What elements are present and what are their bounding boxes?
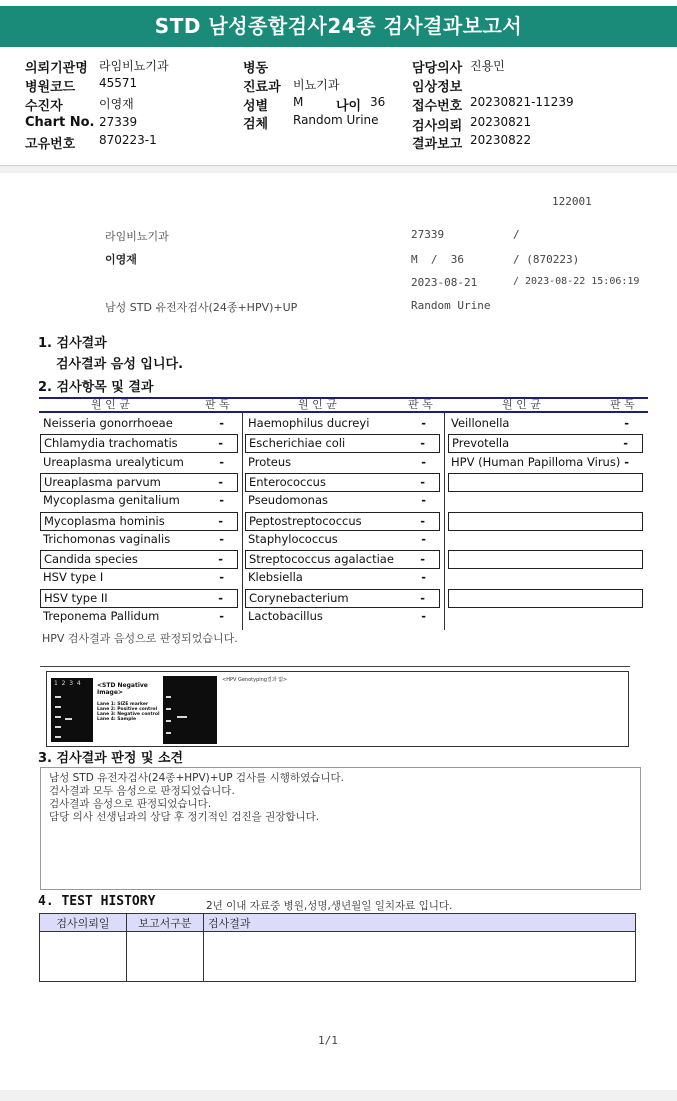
history-col-result: 검사결과 (204, 914, 636, 932)
organism-result: - (218, 552, 223, 567)
specimen-label: 검체 (243, 117, 269, 132)
print-specimen: Random Urine (411, 299, 491, 312)
grid-header-col3 (444, 397, 648, 413)
marker-band (55, 706, 61, 708)
hospital-code-label: 병원코드 (25, 80, 76, 95)
sex-label: 성별 (243, 99, 269, 114)
organism-row (448, 569, 643, 588)
organism-row (448, 531, 643, 550)
section2-heading: 2. 검사항목 및 결과 (38, 380, 154, 395)
unique-value: 870223-1 (99, 133, 157, 147)
organism-result: - (420, 513, 425, 528)
organism-row (40, 569, 238, 588)
organism-row (448, 608, 643, 627)
ward-label: 병동 (243, 61, 269, 76)
organism-row (245, 415, 440, 434)
organism-name: Corynebacterium (249, 590, 349, 605)
organism-result: - (420, 474, 425, 489)
column-divider (242, 413, 243, 630)
organism-row (40, 550, 238, 569)
organism-row (40, 531, 238, 550)
history-note: 2년 이내 자료중 병원,성명,생년월일 일치자료 입니다. (206, 900, 453, 912)
organism-name: Peptostreptococcus (249, 513, 362, 528)
organism-row (40, 434, 238, 453)
clinical-label: 임상정보 (412, 80, 463, 95)
hospital-code-value: 45571 (99, 76, 138, 90)
organism-result: - (421, 454, 426, 469)
header-result: 판 독 (408, 398, 433, 411)
organism-result: - (421, 609, 426, 623)
marker-band (166, 708, 171, 710)
gel-image-panel (46, 671, 629, 747)
organism-name: Pseudomonas (248, 493, 328, 508)
organism-result: - (420, 436, 425, 451)
print-test-name: 남성 STD 유전자검사(24종+HPV)+UP (105, 301, 298, 314)
organism-name: Enterococcus (249, 474, 326, 489)
report-value: 20230822 (470, 133, 532, 147)
gel-legend (95, 678, 161, 742)
organism-name: Prevotella (452, 436, 510, 451)
organism-result: - (219, 570, 224, 585)
finding-line: 남성 STD 유전자검사(24종+HPV)+UP 검사를 시행하였습니다. (49, 772, 345, 784)
organism-row (245, 569, 440, 588)
organism-result: - (219, 454, 224, 469)
organism-name: Lactobacillus (248, 609, 323, 623)
organism-row (448, 589, 643, 608)
dept-label: 진료과 (243, 80, 281, 95)
section1-summary: 검사결과 음성 입니다. (56, 357, 184, 372)
organism-result: - (421, 493, 426, 508)
print-report-datetime: / 2023-08-22 15:06:19 (513, 276, 640, 287)
organism-result: - (219, 609, 224, 623)
marker-band (166, 720, 171, 722)
organism-name: Neisseria gonorrhoeae (43, 416, 173, 430)
report-title: STD 남성종합검사24종 검사결과보고서 (0, 6, 677, 47)
age-value: 36 (370, 95, 386, 109)
organism-result: - (421, 531, 426, 546)
patient-value: 이영재 (99, 97, 134, 111)
organism-row (245, 512, 440, 531)
organism-row (40, 415, 238, 434)
header-organism: 원 인 균 (502, 398, 541, 411)
organism-row (448, 550, 643, 569)
gel-legend-line-4: Lane 4: Sample (97, 717, 137, 722)
history-col-request-date: 검사의뢰일 (40, 914, 127, 932)
section1-heading: 1. 검사결과 (38, 336, 107, 351)
finding-line: 검사결과 음성으로 판정되었습니다. (49, 798, 212, 810)
organism-row (245, 608, 440, 627)
divider-line (40, 666, 630, 667)
reception-value: 20230821-11239 (470, 95, 574, 109)
organism-result: - (624, 416, 629, 430)
organism-name: Escherichiae coli (249, 436, 346, 451)
marker-band (55, 726, 61, 728)
unique-label: 고유번호 (25, 137, 76, 152)
organism-row (40, 608, 238, 627)
finding-line: 검사결과 모두 음성으로 판정되었습니다. (49, 785, 235, 797)
history-header-row (40, 914, 636, 932)
reception-label: 접수번호 (412, 99, 463, 114)
print-request-date: 2023-08-21 (411, 276, 478, 289)
history-cell (127, 932, 204, 982)
organism-result: - (219, 416, 224, 430)
hpv-genotyping-title: <HPV Genotyping결과 없> (222, 677, 288, 683)
history-table (39, 913, 636, 982)
history-cell (204, 932, 636, 982)
grid-header-col1 (39, 397, 242, 413)
organism-row (40, 512, 238, 531)
gel-image-std (51, 678, 93, 742)
print-birth: / (870223) (513, 253, 580, 266)
organism-result: - (218, 590, 223, 605)
request-label: 검사의뢰 (412, 119, 463, 134)
organism-result: - (218, 513, 223, 528)
organism-row (245, 531, 440, 550)
gel-image-hpv (163, 676, 217, 744)
dept-value: 비뇨기과 (293, 78, 340, 92)
organism-result: - (420, 552, 425, 567)
grid-header-col2 (242, 397, 444, 413)
organism-row (245, 473, 440, 492)
organism-row (448, 454, 643, 473)
organism-row (448, 473, 643, 492)
organism-name: Veillonella (451, 416, 510, 430)
history-cell (40, 932, 127, 982)
organism-row (40, 473, 238, 492)
organism-row (40, 492, 238, 511)
marker-band (55, 696, 61, 698)
section4-heading: 4. TEST HISTORY (38, 894, 156, 909)
organism-name: Mycoplasma hominis (44, 513, 165, 528)
organism-row (40, 589, 238, 608)
gel-legend-title: <STD Negative Image> (97, 682, 148, 696)
footer-bar (0, 1090, 677, 1101)
marker-band (166, 732, 171, 734)
organism-name: HSV type II (44, 590, 108, 605)
organism-name: Proteus (248, 454, 292, 469)
organism-result: - (420, 590, 425, 605)
organism-row (448, 512, 643, 531)
institution-label: 의뢰기관명 (25, 61, 88, 76)
specimen-value: Random Urine (293, 113, 379, 127)
organism-name: Streptococcus agalactiae (249, 552, 394, 567)
print-patient: 이영재 (105, 253, 137, 266)
organism-row (448, 434, 643, 453)
gel-legend-line-2: Lane 2: Positive control (97, 707, 158, 712)
print-sex-age: M / 36 (411, 253, 464, 266)
organism-row (40, 454, 238, 473)
header-result: 판 독 (205, 398, 230, 411)
doctor-value: 진용민 (470, 59, 505, 73)
table-row (40, 932, 636, 982)
organism-row (448, 415, 643, 434)
organism-name: Mycoplasma genitalium (43, 493, 180, 508)
organism-result: - (624, 454, 629, 469)
marker-band (55, 716, 61, 718)
organism-result: - (218, 436, 223, 451)
header-organism: 원 인 균 (91, 398, 130, 411)
organism-row (245, 492, 440, 511)
positive-band (65, 718, 72, 720)
organism-result: - (219, 531, 224, 546)
print-institution: 라임비뇨기과 (105, 230, 169, 243)
findings-box (40, 767, 641, 890)
marker-band (166, 696, 171, 698)
doctor-label: 담당의사 (412, 61, 463, 76)
organism-name: HSV type I (43, 570, 104, 585)
gel-legend-line-1: Lane 1: SIZE marker (97, 702, 149, 707)
separator (0, 166, 677, 173)
organism-name: Staphylococcus (248, 531, 338, 546)
age-label: 나이 (336, 99, 362, 114)
print-slash: / (513, 228, 520, 241)
header-result: 판 독 (610, 398, 635, 411)
organism-result: - (623, 436, 628, 451)
positive-band (177, 716, 187, 718)
page-number: 1/1 (318, 1034, 338, 1047)
organism-row (245, 454, 440, 473)
organism-name: Haemophilus ducreyi (248, 416, 370, 430)
gel-lane-numbers: 1 2 3 4 (54, 680, 81, 687)
organism-row (448, 492, 643, 511)
organism-name: Treponema Pallidum (43, 609, 160, 623)
chart-value: 27339 (99, 115, 138, 129)
organism-result: - (218, 474, 223, 489)
organism-result: - (421, 416, 426, 430)
patient-label: 수진자 (25, 99, 63, 114)
column-divider (444, 413, 445, 630)
section3-heading: 3. 검사결과 판정 및 소견 (38, 751, 184, 766)
organism-result: - (219, 493, 224, 508)
organism-name: Klebsiella (248, 570, 303, 585)
organism-row (245, 434, 440, 453)
organism-name: HPV (Human Papilloma Virus) (451, 454, 621, 469)
print-code: 122001 (552, 195, 592, 208)
gel-legend-line-3: Lane 3: Negative control (97, 712, 160, 717)
organism-name: Chlamydia trachomatis (44, 436, 178, 451)
print-chart-no: 27339 (411, 228, 445, 241)
header-info (0, 49, 677, 166)
organism-name: Candida species (44, 552, 138, 567)
organism-row (245, 550, 440, 569)
request-value: 20230821 (470, 115, 532, 129)
organism-name: Ureaplasma parvum (44, 474, 161, 489)
organism-name: Ureaplasma urealyticum (43, 454, 184, 469)
report-label: 결과보고 (412, 137, 463, 152)
hpv-note: HPV 검사결과 음성으로 판정되었습니다. (42, 632, 238, 645)
organism-name: Trichomonas vaginalis (43, 531, 171, 546)
header-organism: 원 인 균 (298, 398, 337, 411)
sex-value: M (293, 95, 304, 109)
organism-row (245, 589, 440, 608)
chart-label: Chart No. (25, 115, 95, 130)
organism-result: - (421, 570, 426, 585)
institution-value: 라임비뇨기과 (99, 59, 169, 73)
marker-band (55, 736, 61, 738)
finding-line: 담당 의사 선생님과의 상담 후 정기적인 검진을 권장합니다. (49, 811, 320, 823)
history-col-report-type: 보고서구분 (127, 914, 204, 932)
